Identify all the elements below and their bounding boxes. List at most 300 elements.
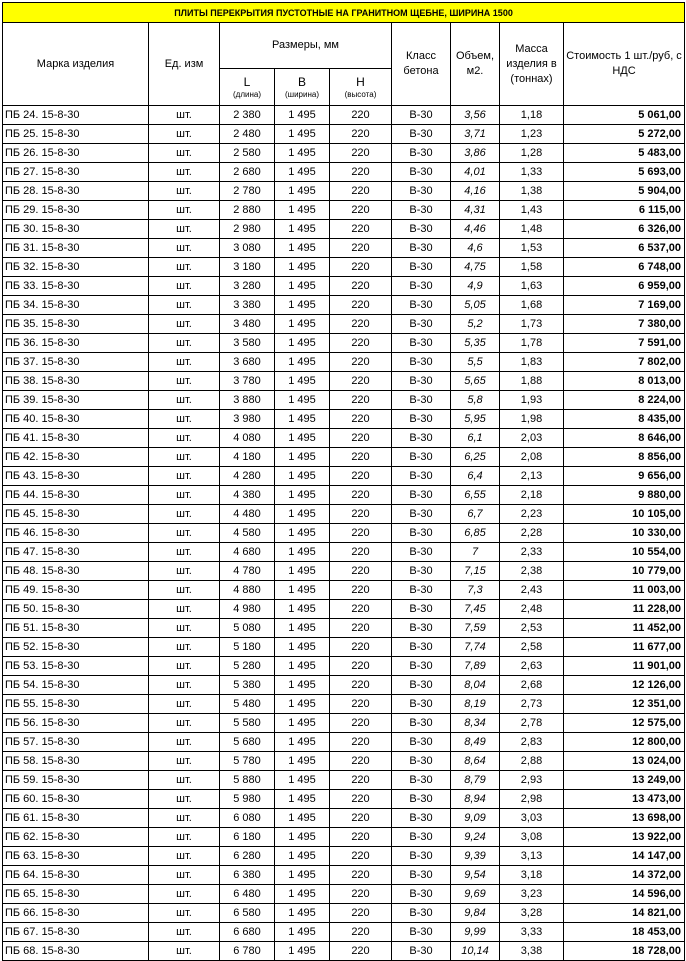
table-row bbox=[3, 486, 685, 505]
cell-width: 1 495 bbox=[275, 828, 330, 847]
cell-mark: ПБ 29. 15-8-30 bbox=[3, 201, 149, 220]
table-row bbox=[3, 619, 685, 638]
table-row bbox=[3, 866, 685, 885]
cell-mass: 1,68 bbox=[500, 296, 564, 315]
cell-mark: ПБ 63. 15-8-30 bbox=[3, 847, 149, 866]
cell-mark: ПБ 31. 15-8-30 bbox=[3, 239, 149, 258]
cell-mass: 2,58 bbox=[500, 638, 564, 657]
cell-mark: ПБ 34. 15-8-30 bbox=[3, 296, 149, 315]
table-row bbox=[3, 334, 685, 353]
header-volume: Объем, м2. bbox=[451, 23, 500, 106]
cell-unit: шт. bbox=[149, 277, 220, 296]
cell-volume: 4,46 bbox=[451, 220, 500, 239]
cell-volume: 4,75 bbox=[451, 258, 500, 277]
cell-height: 220 bbox=[330, 828, 392, 847]
cell-unit: шт. bbox=[149, 619, 220, 638]
table-row bbox=[3, 144, 685, 163]
cell-length: 5 780 bbox=[220, 752, 275, 771]
cell-height: 220 bbox=[330, 315, 392, 334]
cell-width: 1 495 bbox=[275, 201, 330, 220]
table-row bbox=[3, 809, 685, 828]
cell-unit: шт. bbox=[149, 106, 220, 125]
cell-unit: шт. bbox=[149, 562, 220, 581]
cell-volume: 5,95 bbox=[451, 410, 500, 429]
cell-height: 220 bbox=[330, 866, 392, 885]
cell-length: 4 080 bbox=[220, 429, 275, 448]
cell-unit: шт. bbox=[149, 239, 220, 258]
header-width bbox=[275, 69, 330, 106]
cell-unit: шт. bbox=[149, 163, 220, 182]
cell-price: 8 856,00 bbox=[564, 448, 685, 467]
cell-mass: 2,13 bbox=[500, 467, 564, 486]
cell-unit: шт. bbox=[149, 448, 220, 467]
cell-mark: ПБ 53. 15-8-30 bbox=[3, 657, 149, 676]
cell-concrete: В-30 bbox=[392, 258, 451, 277]
cell-unit: шт. bbox=[149, 524, 220, 543]
cell-unit: шт. bbox=[149, 125, 220, 144]
cell-volume: 5,5 bbox=[451, 353, 500, 372]
cell-mark: ПБ 54. 15-8-30 bbox=[3, 676, 149, 695]
cell-width: 1 495 bbox=[275, 429, 330, 448]
cell-length: 5 180 bbox=[220, 638, 275, 657]
cell-mass: 2,93 bbox=[500, 771, 564, 790]
cell-height: 220 bbox=[330, 239, 392, 258]
cell-width: 1 495 bbox=[275, 315, 330, 334]
cell-length: 2 780 bbox=[220, 182, 275, 201]
cell-unit: шт. bbox=[149, 410, 220, 429]
cell-width: 1 495 bbox=[275, 467, 330, 486]
cell-width: 1 495 bbox=[275, 125, 330, 144]
cell-price: 11 003,00 bbox=[564, 581, 685, 600]
cell-height: 220 bbox=[330, 695, 392, 714]
cell-price: 6 326,00 bbox=[564, 220, 685, 239]
cell-price: 9 656,00 bbox=[564, 467, 685, 486]
cell-mass: 2,28 bbox=[500, 524, 564, 543]
cell-width: 1 495 bbox=[275, 581, 330, 600]
cell-length: 6 680 bbox=[220, 923, 275, 942]
table-row bbox=[3, 125, 685, 144]
cell-mass: 1,38 bbox=[500, 182, 564, 201]
table-row bbox=[3, 258, 685, 277]
cell-height: 220 bbox=[330, 923, 392, 942]
cell-height: 220 bbox=[330, 581, 392, 600]
cell-height: 220 bbox=[330, 144, 392, 163]
header-width-letter: B bbox=[297, 74, 306, 89]
cell-unit: шт. bbox=[149, 866, 220, 885]
cell-length: 5 880 bbox=[220, 771, 275, 790]
table-row bbox=[3, 828, 685, 847]
cell-mark: ПБ 57. 15-8-30 bbox=[3, 733, 149, 752]
cell-width: 1 495 bbox=[275, 486, 330, 505]
cell-mark: ПБ 47. 15-8-30 bbox=[3, 543, 149, 562]
table-row bbox=[3, 562, 685, 581]
cell-length: 4 480 bbox=[220, 505, 275, 524]
cell-height: 220 bbox=[330, 163, 392, 182]
cell-volume: 7,45 bbox=[451, 600, 500, 619]
table-title: ПЛИТЫ ПЕРЕКРЫТИЯ ПУСТОТНЫЕ НА ГРАНИТНОМ ЩЕБНЕ, ШИРИНА 1500 bbox=[3, 3, 685, 23]
cell-height: 220 bbox=[330, 296, 392, 315]
table-row bbox=[3, 581, 685, 600]
cell-length: 3 080 bbox=[220, 239, 275, 258]
cell-concrete: В-30 bbox=[392, 201, 451, 220]
cell-height: 220 bbox=[330, 277, 392, 296]
cell-mark: ПБ 56. 15-8-30 bbox=[3, 714, 149, 733]
cell-height: 220 bbox=[330, 372, 392, 391]
cell-width: 1 495 bbox=[275, 866, 330, 885]
table-row bbox=[3, 733, 685, 752]
cell-mark: ПБ 59. 15-8-30 bbox=[3, 771, 149, 790]
cell-width: 1 495 bbox=[275, 885, 330, 904]
price-sheet bbox=[2, 2, 684, 961]
cell-price: 12 800,00 bbox=[564, 733, 685, 752]
cell-volume: 6,25 bbox=[451, 448, 500, 467]
cell-unit: шт. bbox=[149, 733, 220, 752]
cell-length: 4 880 bbox=[220, 581, 275, 600]
cell-mark: ПБ 37. 15-8-30 bbox=[3, 353, 149, 372]
cell-unit: шт. bbox=[149, 695, 220, 714]
header-dimensions: Размеры, мм bbox=[220, 23, 392, 69]
cell-mark: ПБ 45. 15-8-30 bbox=[3, 505, 149, 524]
cell-mass: 2,88 bbox=[500, 752, 564, 771]
cell-concrete: В-30 bbox=[392, 771, 451, 790]
cell-height: 220 bbox=[330, 505, 392, 524]
cell-volume: 10,14 bbox=[451, 942, 500, 961]
cell-height: 220 bbox=[330, 714, 392, 733]
cell-width: 1 495 bbox=[275, 182, 330, 201]
cell-height: 220 bbox=[330, 752, 392, 771]
cell-price: 13 698,00 bbox=[564, 809, 685, 828]
cell-price: 6 115,00 bbox=[564, 201, 685, 220]
cell-price: 12 126,00 bbox=[564, 676, 685, 695]
cell-mark: ПБ 44. 15-8-30 bbox=[3, 486, 149, 505]
cell-mass: 1,78 bbox=[500, 334, 564, 353]
table-row bbox=[3, 429, 685, 448]
cell-length: 2 880 bbox=[220, 201, 275, 220]
cell-unit: шт. bbox=[149, 714, 220, 733]
cell-width: 1 495 bbox=[275, 619, 330, 638]
cell-width: 1 495 bbox=[275, 676, 330, 695]
cell-price: 10 554,00 bbox=[564, 543, 685, 562]
cell-mark: ПБ 42. 15-8-30 bbox=[3, 448, 149, 467]
cell-mark: ПБ 39. 15-8-30 bbox=[3, 391, 149, 410]
cell-volume: 4,31 bbox=[451, 201, 500, 220]
cell-width: 1 495 bbox=[275, 258, 330, 277]
cell-mass: 1,43 bbox=[500, 201, 564, 220]
cell-price: 11 901,00 bbox=[564, 657, 685, 676]
cell-concrete: В-30 bbox=[392, 923, 451, 942]
cell-mass: 1,93 bbox=[500, 391, 564, 410]
cell-concrete: В-30 bbox=[392, 657, 451, 676]
cell-price: 7 380,00 bbox=[564, 315, 685, 334]
cell-width: 1 495 bbox=[275, 239, 330, 258]
cell-length: 2 580 bbox=[220, 144, 275, 163]
cell-unit: шт. bbox=[149, 942, 220, 961]
cell-concrete: В-30 bbox=[392, 581, 451, 600]
table-row bbox=[3, 676, 685, 695]
cell-width: 1 495 bbox=[275, 771, 330, 790]
cell-width: 1 495 bbox=[275, 562, 330, 581]
cell-length: 6 580 bbox=[220, 904, 275, 923]
cell-concrete: В-30 bbox=[392, 296, 451, 315]
cell-width: 1 495 bbox=[275, 505, 330, 524]
header-height bbox=[330, 69, 392, 106]
table-row bbox=[3, 467, 685, 486]
cell-volume: 8,79 bbox=[451, 771, 500, 790]
cell-height: 220 bbox=[330, 182, 392, 201]
cell-concrete: В-30 bbox=[392, 125, 451, 144]
cell-volume: 8,64 bbox=[451, 752, 500, 771]
cell-mass: 1,33 bbox=[500, 163, 564, 182]
cell-height: 220 bbox=[330, 676, 392, 695]
cell-length: 5 680 bbox=[220, 733, 275, 752]
cell-mark: ПБ 61. 15-8-30 bbox=[3, 809, 149, 828]
cell-concrete: В-30 bbox=[392, 885, 451, 904]
cell-mark: ПБ 41. 15-8-30 bbox=[3, 429, 149, 448]
cell-length: 2 680 bbox=[220, 163, 275, 182]
cell-price: 6 537,00 bbox=[564, 239, 685, 258]
cell-concrete: В-30 bbox=[392, 239, 451, 258]
cell-width: 1 495 bbox=[275, 163, 330, 182]
cell-volume: 4,6 bbox=[451, 239, 500, 258]
cell-price: 11 677,00 bbox=[564, 638, 685, 657]
cell-price: 5 904,00 bbox=[564, 182, 685, 201]
cell-height: 220 bbox=[330, 334, 392, 353]
cell-height: 220 bbox=[330, 562, 392, 581]
cell-unit: шт. bbox=[149, 600, 220, 619]
cell-concrete: В-30 bbox=[392, 144, 451, 163]
header-height-note: (высота) bbox=[344, 89, 377, 99]
cell-volume: 5,8 bbox=[451, 391, 500, 410]
cell-length: 4 280 bbox=[220, 467, 275, 486]
cell-mark: ПБ 68. 15-8-30 bbox=[3, 942, 149, 961]
cell-mass: 1,88 bbox=[500, 372, 564, 391]
cell-volume: 8,04 bbox=[451, 676, 500, 695]
cell-concrete: В-30 bbox=[392, 220, 451, 239]
cell-unit: шт. bbox=[149, 391, 220, 410]
cell-length: 2 380 bbox=[220, 106, 275, 125]
cell-width: 1 495 bbox=[275, 600, 330, 619]
cell-unit: шт. bbox=[149, 657, 220, 676]
cell-mass: 2,63 bbox=[500, 657, 564, 676]
cell-volume: 7,59 bbox=[451, 619, 500, 638]
cell-height: 220 bbox=[330, 220, 392, 239]
header-mark: Марка изделия bbox=[3, 23, 149, 106]
cell-height: 220 bbox=[330, 429, 392, 448]
cell-height: 220 bbox=[330, 524, 392, 543]
cell-mass: 3,28 bbox=[500, 904, 564, 923]
cell-length: 3 180 bbox=[220, 258, 275, 277]
cell-concrete: В-30 bbox=[392, 828, 451, 847]
cell-volume: 5,05 bbox=[451, 296, 500, 315]
cell-height: 220 bbox=[330, 733, 392, 752]
cell-unit: шт. bbox=[149, 752, 220, 771]
cell-volume: 5,2 bbox=[451, 315, 500, 334]
cell-mass: 3,18 bbox=[500, 866, 564, 885]
cell-mark: ПБ 25. 15-8-30 bbox=[3, 125, 149, 144]
cell-unit: шт. bbox=[149, 296, 220, 315]
cell-height: 220 bbox=[330, 125, 392, 144]
table-row bbox=[3, 543, 685, 562]
cell-concrete: В-30 bbox=[392, 543, 451, 562]
table-row bbox=[3, 524, 685, 543]
cell-height: 220 bbox=[330, 600, 392, 619]
cell-mark: ПБ 60. 15-8-30 bbox=[3, 790, 149, 809]
cell-mark: ПБ 51. 15-8-30 bbox=[3, 619, 149, 638]
table-row bbox=[3, 752, 685, 771]
table-row bbox=[3, 201, 685, 220]
table-row bbox=[3, 600, 685, 619]
cell-price: 13 473,00 bbox=[564, 790, 685, 809]
cell-mark: ПБ 46. 15-8-30 bbox=[3, 524, 149, 543]
cell-volume: 7,74 bbox=[451, 638, 500, 657]
cell-unit: шт. bbox=[149, 543, 220, 562]
cell-concrete: В-30 bbox=[392, 106, 451, 125]
cell-mass: 2,98 bbox=[500, 790, 564, 809]
cell-mark: ПБ 66. 15-8-30 bbox=[3, 904, 149, 923]
cell-mass: 1,73 bbox=[500, 315, 564, 334]
cell-mark: ПБ 50. 15-8-30 bbox=[3, 600, 149, 619]
cell-volume: 8,94 bbox=[451, 790, 500, 809]
cell-mass: 2,78 bbox=[500, 714, 564, 733]
cell-width: 1 495 bbox=[275, 353, 330, 372]
cell-concrete: В-30 bbox=[392, 847, 451, 866]
cell-mass: 2,23 bbox=[500, 505, 564, 524]
cell-mass: 3,23 bbox=[500, 885, 564, 904]
cell-price: 14 596,00 bbox=[564, 885, 685, 904]
cell-unit: шт. bbox=[149, 828, 220, 847]
cell-mark: ПБ 40. 15-8-30 bbox=[3, 410, 149, 429]
cell-price: 13 249,00 bbox=[564, 771, 685, 790]
cell-concrete: В-30 bbox=[392, 505, 451, 524]
cell-price: 6 748,00 bbox=[564, 258, 685, 277]
cell-length: 4 980 bbox=[220, 600, 275, 619]
table-row bbox=[3, 163, 685, 182]
cell-width: 1 495 bbox=[275, 657, 330, 676]
cell-mass: 2,53 bbox=[500, 619, 564, 638]
table-row bbox=[3, 448, 685, 467]
cell-height: 220 bbox=[330, 657, 392, 676]
cell-mass: 2,43 bbox=[500, 581, 564, 600]
cell-mark: ПБ 32. 15-8-30 bbox=[3, 258, 149, 277]
cell-concrete: В-30 bbox=[392, 619, 451, 638]
table-row bbox=[3, 296, 685, 315]
cell-price: 6 959,00 bbox=[564, 277, 685, 296]
cell-mark: ПБ 65. 15-8-30 bbox=[3, 885, 149, 904]
cell-concrete: В-30 bbox=[392, 353, 451, 372]
cell-length: 4 380 bbox=[220, 486, 275, 505]
cell-width: 1 495 bbox=[275, 144, 330, 163]
cell-length: 5 980 bbox=[220, 790, 275, 809]
table-row bbox=[3, 657, 685, 676]
cell-mark: ПБ 64. 15-8-30 bbox=[3, 866, 149, 885]
cell-concrete: В-30 bbox=[392, 638, 451, 657]
cell-width: 1 495 bbox=[275, 277, 330, 296]
cell-mark: ПБ 48. 15-8-30 bbox=[3, 562, 149, 581]
cell-mark: ПБ 52. 15-8-30 bbox=[3, 638, 149, 657]
cell-mass: 3,33 bbox=[500, 923, 564, 942]
cell-mass: 1,83 bbox=[500, 353, 564, 372]
header-length-letter: L bbox=[243, 74, 251, 89]
cell-mark: ПБ 62. 15-8-30 bbox=[3, 828, 149, 847]
cell-concrete: В-30 bbox=[392, 790, 451, 809]
cell-volume: 7,89 bbox=[451, 657, 500, 676]
table-row bbox=[3, 391, 685, 410]
cell-price: 5 061,00 bbox=[564, 106, 685, 125]
table-row bbox=[3, 847, 685, 866]
cell-height: 220 bbox=[330, 201, 392, 220]
cell-length: 6 480 bbox=[220, 885, 275, 904]
cell-height: 220 bbox=[330, 942, 392, 961]
cell-mass: 2,03 bbox=[500, 429, 564, 448]
cell-mass: 2,73 bbox=[500, 695, 564, 714]
cell-height: 220 bbox=[330, 809, 392, 828]
cell-volume: 3,71 bbox=[451, 125, 500, 144]
cell-concrete: В-30 bbox=[392, 809, 451, 828]
cell-width: 1 495 bbox=[275, 695, 330, 714]
cell-mark: ПБ 36. 15-8-30 bbox=[3, 334, 149, 353]
cell-volume: 6,85 bbox=[451, 524, 500, 543]
cell-price: 10 105,00 bbox=[564, 505, 685, 524]
cell-mass: 1,23 bbox=[500, 125, 564, 144]
cell-height: 220 bbox=[330, 790, 392, 809]
cell-length: 5 280 bbox=[220, 657, 275, 676]
cell-price: 8 435,00 bbox=[564, 410, 685, 429]
cell-unit: шт. bbox=[149, 220, 220, 239]
table-row bbox=[3, 695, 685, 714]
cell-mass: 1,53 bbox=[500, 239, 564, 258]
cell-length: 6 080 bbox=[220, 809, 275, 828]
table-row bbox=[3, 220, 685, 239]
cell-height: 220 bbox=[330, 391, 392, 410]
cell-mass: 1,28 bbox=[500, 144, 564, 163]
cell-unit: шт. bbox=[149, 315, 220, 334]
cell-price: 10 330,00 bbox=[564, 524, 685, 543]
cell-width: 1 495 bbox=[275, 714, 330, 733]
cell-concrete: В-30 bbox=[392, 163, 451, 182]
cell-length: 3 680 bbox=[220, 353, 275, 372]
cell-length: 6 180 bbox=[220, 828, 275, 847]
cell-concrete: В-30 bbox=[392, 429, 451, 448]
cell-width: 1 495 bbox=[275, 220, 330, 239]
cell-mark: ПБ 49. 15-8-30 bbox=[3, 581, 149, 600]
cell-mark: ПБ 55. 15-8-30 bbox=[3, 695, 149, 714]
cell-price: 11 228,00 bbox=[564, 600, 685, 619]
cell-height: 220 bbox=[330, 258, 392, 277]
cell-volume: 9,09 bbox=[451, 809, 500, 828]
cell-mark: ПБ 33. 15-8-30 bbox=[3, 277, 149, 296]
cell-unit: шт. bbox=[149, 486, 220, 505]
cell-mark: ПБ 43. 15-8-30 bbox=[3, 467, 149, 486]
cell-width: 1 495 bbox=[275, 524, 330, 543]
cell-mass: 1,18 bbox=[500, 106, 564, 125]
cell-volume: 9,39 bbox=[451, 847, 500, 866]
cell-price: 18 728,00 bbox=[564, 942, 685, 961]
cell-length: 2 980 bbox=[220, 220, 275, 239]
cell-concrete: В-30 bbox=[392, 334, 451, 353]
cell-width: 1 495 bbox=[275, 733, 330, 752]
cell-mark: ПБ 35. 15-8-30 bbox=[3, 315, 149, 334]
header-height-letter: H bbox=[356, 74, 365, 89]
cell-concrete: В-30 bbox=[392, 733, 451, 752]
table-row bbox=[3, 315, 685, 334]
cell-width: 1 495 bbox=[275, 904, 330, 923]
table-row bbox=[3, 923, 685, 942]
cell-volume: 9,69 bbox=[451, 885, 500, 904]
cell-unit: шт. bbox=[149, 429, 220, 448]
cell-length: 4 580 bbox=[220, 524, 275, 543]
cell-concrete: В-30 bbox=[392, 752, 451, 771]
cell-concrete: В-30 bbox=[392, 315, 451, 334]
